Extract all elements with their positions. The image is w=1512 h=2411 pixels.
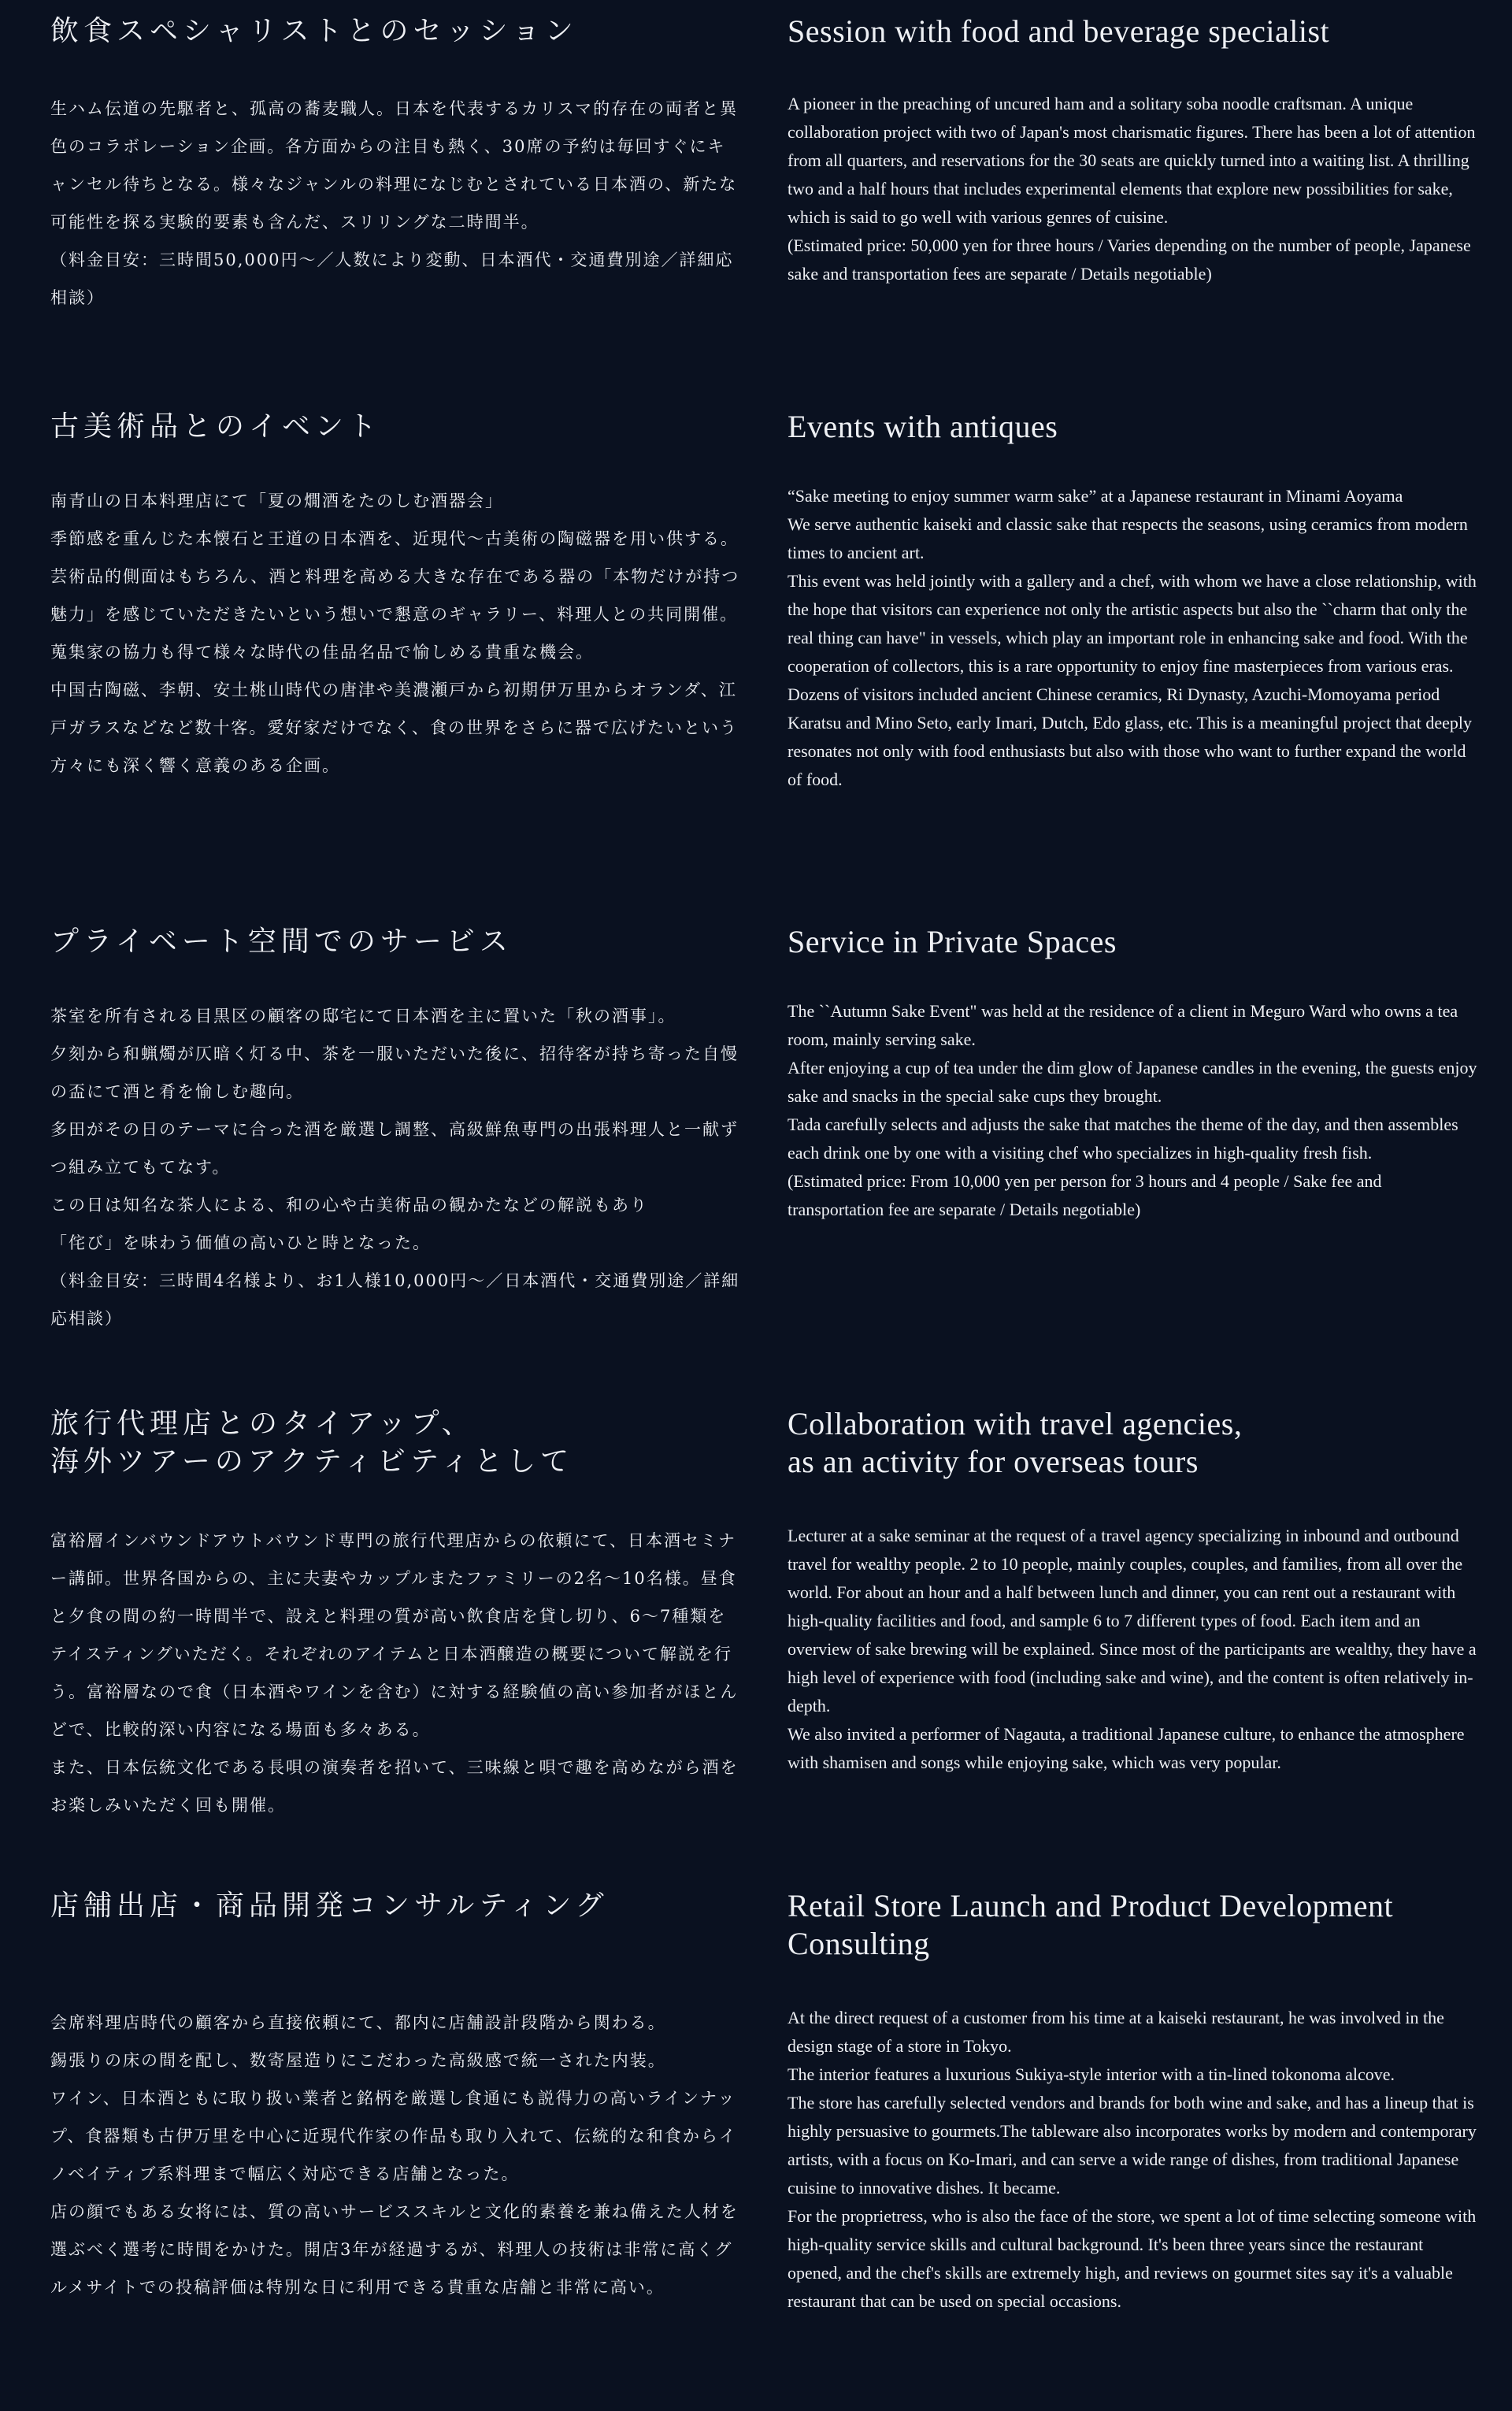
section-2-en (788, 408, 1480, 789)
section-4-jp (50, 1405, 743, 1815)
section-title-jp: 店舗出店・商品開発コンサルティング (50, 1890, 609, 1922)
section-body-en: “Sake meeting to enjoy summer warm sake” at a Japanese restaurant in Minami Aoyama We serve authentic kaiseki and classic sake that respects the seasons, using ceramics from modern times to ancient art. This event was held jointly with a gallery and a chef, with whom we have a close relationship, with the hope that visitors can experience not only the artistic aspects but also the ``charm that only the real thing can have" in vessels, which play an important role in enhancing sake and food. With the cooperation of collectors, this is a rare opportunity to enjoy fine masterpieces from various eras. Dozens of visitors included ancient Chinese ceramics, Ri Dynasty, Azuchi-Momoyama period Karatsu and Mino Seto, early Imari, Dutch, Edo glass, etc. This is a meaningful project that deeply resonates not only with food enthusiasts but also with those who want to further expand the world of food. (788, 486, 1477, 789)
section-3-en (788, 923, 1480, 1219)
section-4-en (788, 1405, 1480, 1772)
section-2-jp (50, 408, 743, 775)
section-1-en (788, 13, 1480, 284)
section-1-jp (50, 13, 743, 307)
section-body-jp: 生ハム伝道の先駆者と、孤高の蕎麦職人。日本を代表するカリスマ的存在の両者と異色のコラボレーション企画。各方面からの注目も熱く、30席の予約は毎回すぐにキャンセル待ちとなる。様々なジャンルの料理になじむとされている日本酒の、新たな可能性を探る実験的要素も含んだ、スリリングな二時間半。 （料金目安：三時間50,000円〜／人数により変動、日本酒代・交通費別途／詳細応相談） (50, 99, 739, 307)
section-body-en: Lecturer at a sake seminar at the request of a travel agency specializing in inbound and outbound travel for wealthy people. 2 to 10 people, mainly couples, couples, and families, from all over the world. For about an hour and a half between lunch and dinner, you can rent out a restaurant with high-quality facilities and food, and sample 6 to 7 different types of food. Each item and an overview of sake brewing will be explained. Since most of the participants are wealthy, they have a high level of experience with food (including sake and wine), and the content is often relatively in-depth. We also invited a performer of Nagauta, a traditional Japanese culture, to enhance the atmosphere with shamisen and songs while enjoying sake, which was very popular. (788, 1526, 1477, 1772)
section-body-jp: 富裕層インバウンドアウトバウンド専門の旅行代理店からの依頼にて、日本酒セミナー講師。世界各国からの、主に夫妻やカップルまたファミリーの2名〜10名様。昼食と夕食の間の約一時間半で、設えと料理の質が高い飲食店を貸し切り、6〜7種類をテイスティングいただく。それぞれのアイテムと日本酒醸造の概要について解説を行う。富裕層なので食（日本酒やワインを含む）に対する経験値の高い参加者がほとんどで、比較的深い内容になる場面も多々ある。 また、日本伝統文化である長唄の演奏者を招いて、三味線と唄で趣を高めながら酒をお楽しみいただく回も開催。 (50, 1531, 739, 1815)
section-title-en: Collaboration with travel agencies, as an activity for overseas tours (788, 1406, 1243, 1479)
section-body-jp: 茶室を所有される目黒区の顧客の邸宅にて日本酒を主に置いた「秋の酒事」。 夕刻から和蝋燭が仄暗く灯る中、茶を一服いただいた後に、招待客が持ち寄った自慢の盃にて酒と肴を愉しむ趣向。 多田がその日のテーマに合った酒を厳選し調整、高級鮮魚専門の出張料理人と一献ずつ組み立てもてなす。 この日は知名な茶人による、和の心や古美術品の観かたなどの解説もあり 「侘び」を味わう価値の高いひと時となった。 （料金目安：三時間4名様より、お1人様10,000円〜／日本酒代・交通費別途／詳細応相談） (50, 1007, 740, 1328)
section-title-jp: 飲食スペシャリストとのセッション (50, 15, 578, 47)
section-5-en (788, 1887, 1480, 2311)
section-title-en: Session with food and beverage specialist (788, 13, 1330, 49)
section-body-en: At the direct request of a customer from his time at a kaiseki restaurant, he was involved in the design stage of a store in Tokyo. The interior features a luxurious Sukiya-style interior with a tin-lined tokonoma alcove. The store has carefully selected vendors and brands for both wine and sake, and has a lineup that is highly persuasive to gourmets.The tableware also incorporates works by modern and contemporary artists, with a focus on Ko-Imari, and can serve a wide range of dishes, from traditional Japanese cuisine to innovative dishes. It became. For the proprietress, who is also the face of the store, we spent a lot of time selecting someone with high-quality service skills and cultural background. It's been three years since the restaurant opened, and the chef's skills are extremely high, and reviews on gourmet sites say it's a valuable restaurant that can be used on special occasions. (788, 2008, 1477, 2311)
section-5-jp (50, 1887, 743, 2297)
section-title-en: Retail Store Launch and Product Development Consulting (788, 1888, 1394, 1961)
section-title-en: Service in Private Spaces (788, 924, 1117, 959)
section-title-jp: 旅行代理店とのタイアップ、 海外ツアーのアクティビティとして (50, 1408, 574, 1478)
section-title-jp: 古美術品とのイベント (50, 410, 382, 443)
section-body-jp: 南青山の日本料理店にて「夏の燗酒をたのしむ酒器会」 季節感を重んじた本懐石と王道の日本酒を、近現代〜古美術の陶磁器を用い供する。 芸術品的側面はもちろん、酒と料理を高める大きな存在である器の「本物だけが持つ魅力」を感じていただきたいという想いで懇意のギャラリー、料理人との共同開催。蒐集家の協力も得て様々な時代の佳品名品で愉しめる貴重な機会。 中国古陶磁、李朝、安土桃山時代の唐津や美濃瀬戸から初期伊万里からオランダ、江戸ガラスなどなど数十客。愛好家だけでなく、食の世界をさらに器で広げたいという方々にも深く響く意義のある企画。 (50, 491, 740, 775)
section-title-en: Events with antiques (788, 409, 1058, 444)
section-title-jp: プライベート空間でのサービス (50, 925, 513, 958)
section-body-en: A pioneer in the preaching of uncured ham and a solitary soba noodle craftsman. A unique collaboration project with two of Japan's most charismatic figures. There has been a lot of attention from all quarters, and reservations for the 30 seats are quickly turned into a waiting list. A thrilling two and a half hours that includes experimental elements that explore new possibilities for sake, which is said to go well with various genres of cuisine. (Estimated price: 50,000 yen for three hours / Varies depending on the number of people, Japanese sake and transportation fees are separate / Details negotiable) (788, 94, 1476, 284)
section-3-jp (50, 923, 743, 1328)
section-body-en: The ``Autumn Sake Event" was held at the residence of a client in Meguro Ward who owns a tea room, mainly serving sake. After enjoying a cup of tea under the dim glow of Japanese candles in the evening, the guests enjoy sake and snacks in the special sake cups they brought. Tada carefully selects and adjusts the sake that matches the theme of the day, and then assembles each drink one by one with a visiting chef who specializes in high-quality fresh fish. (Estimated price: From 10,000 yen per person for 3 hours and 4 people / Sake fee and transportation fee are separate / Details negotiable) (788, 1001, 1477, 1219)
section-body-jp: 会席料理店時代の顧客から直接依頼にて、都内に店舗設計段階から関わる。 錫張りの床の間を配し、数寄屋造りにこだわった高級感で統一された内装。 ワイン、日本酒ともに取り扱い業者と銘柄を厳選し食通にも説得力の高いラインナップ、食器類も古伊万里を中心に近現代作家の作品も取り入れて、伝統的な和食からイノベイティブ系料理まで幅広く対応できる店舗となった。 店の顔でもある女将には、質の高いサービススキルと文化的素養を兼ね備えた人材を選ぶべく選考に時間をかけた。開店3年が経過するが、料理人の技術は非常に高くグルメサイトでの投稿評価は特別な日に利用できる貴重な店舗と非常に高い。 (50, 2013, 739, 2297)
